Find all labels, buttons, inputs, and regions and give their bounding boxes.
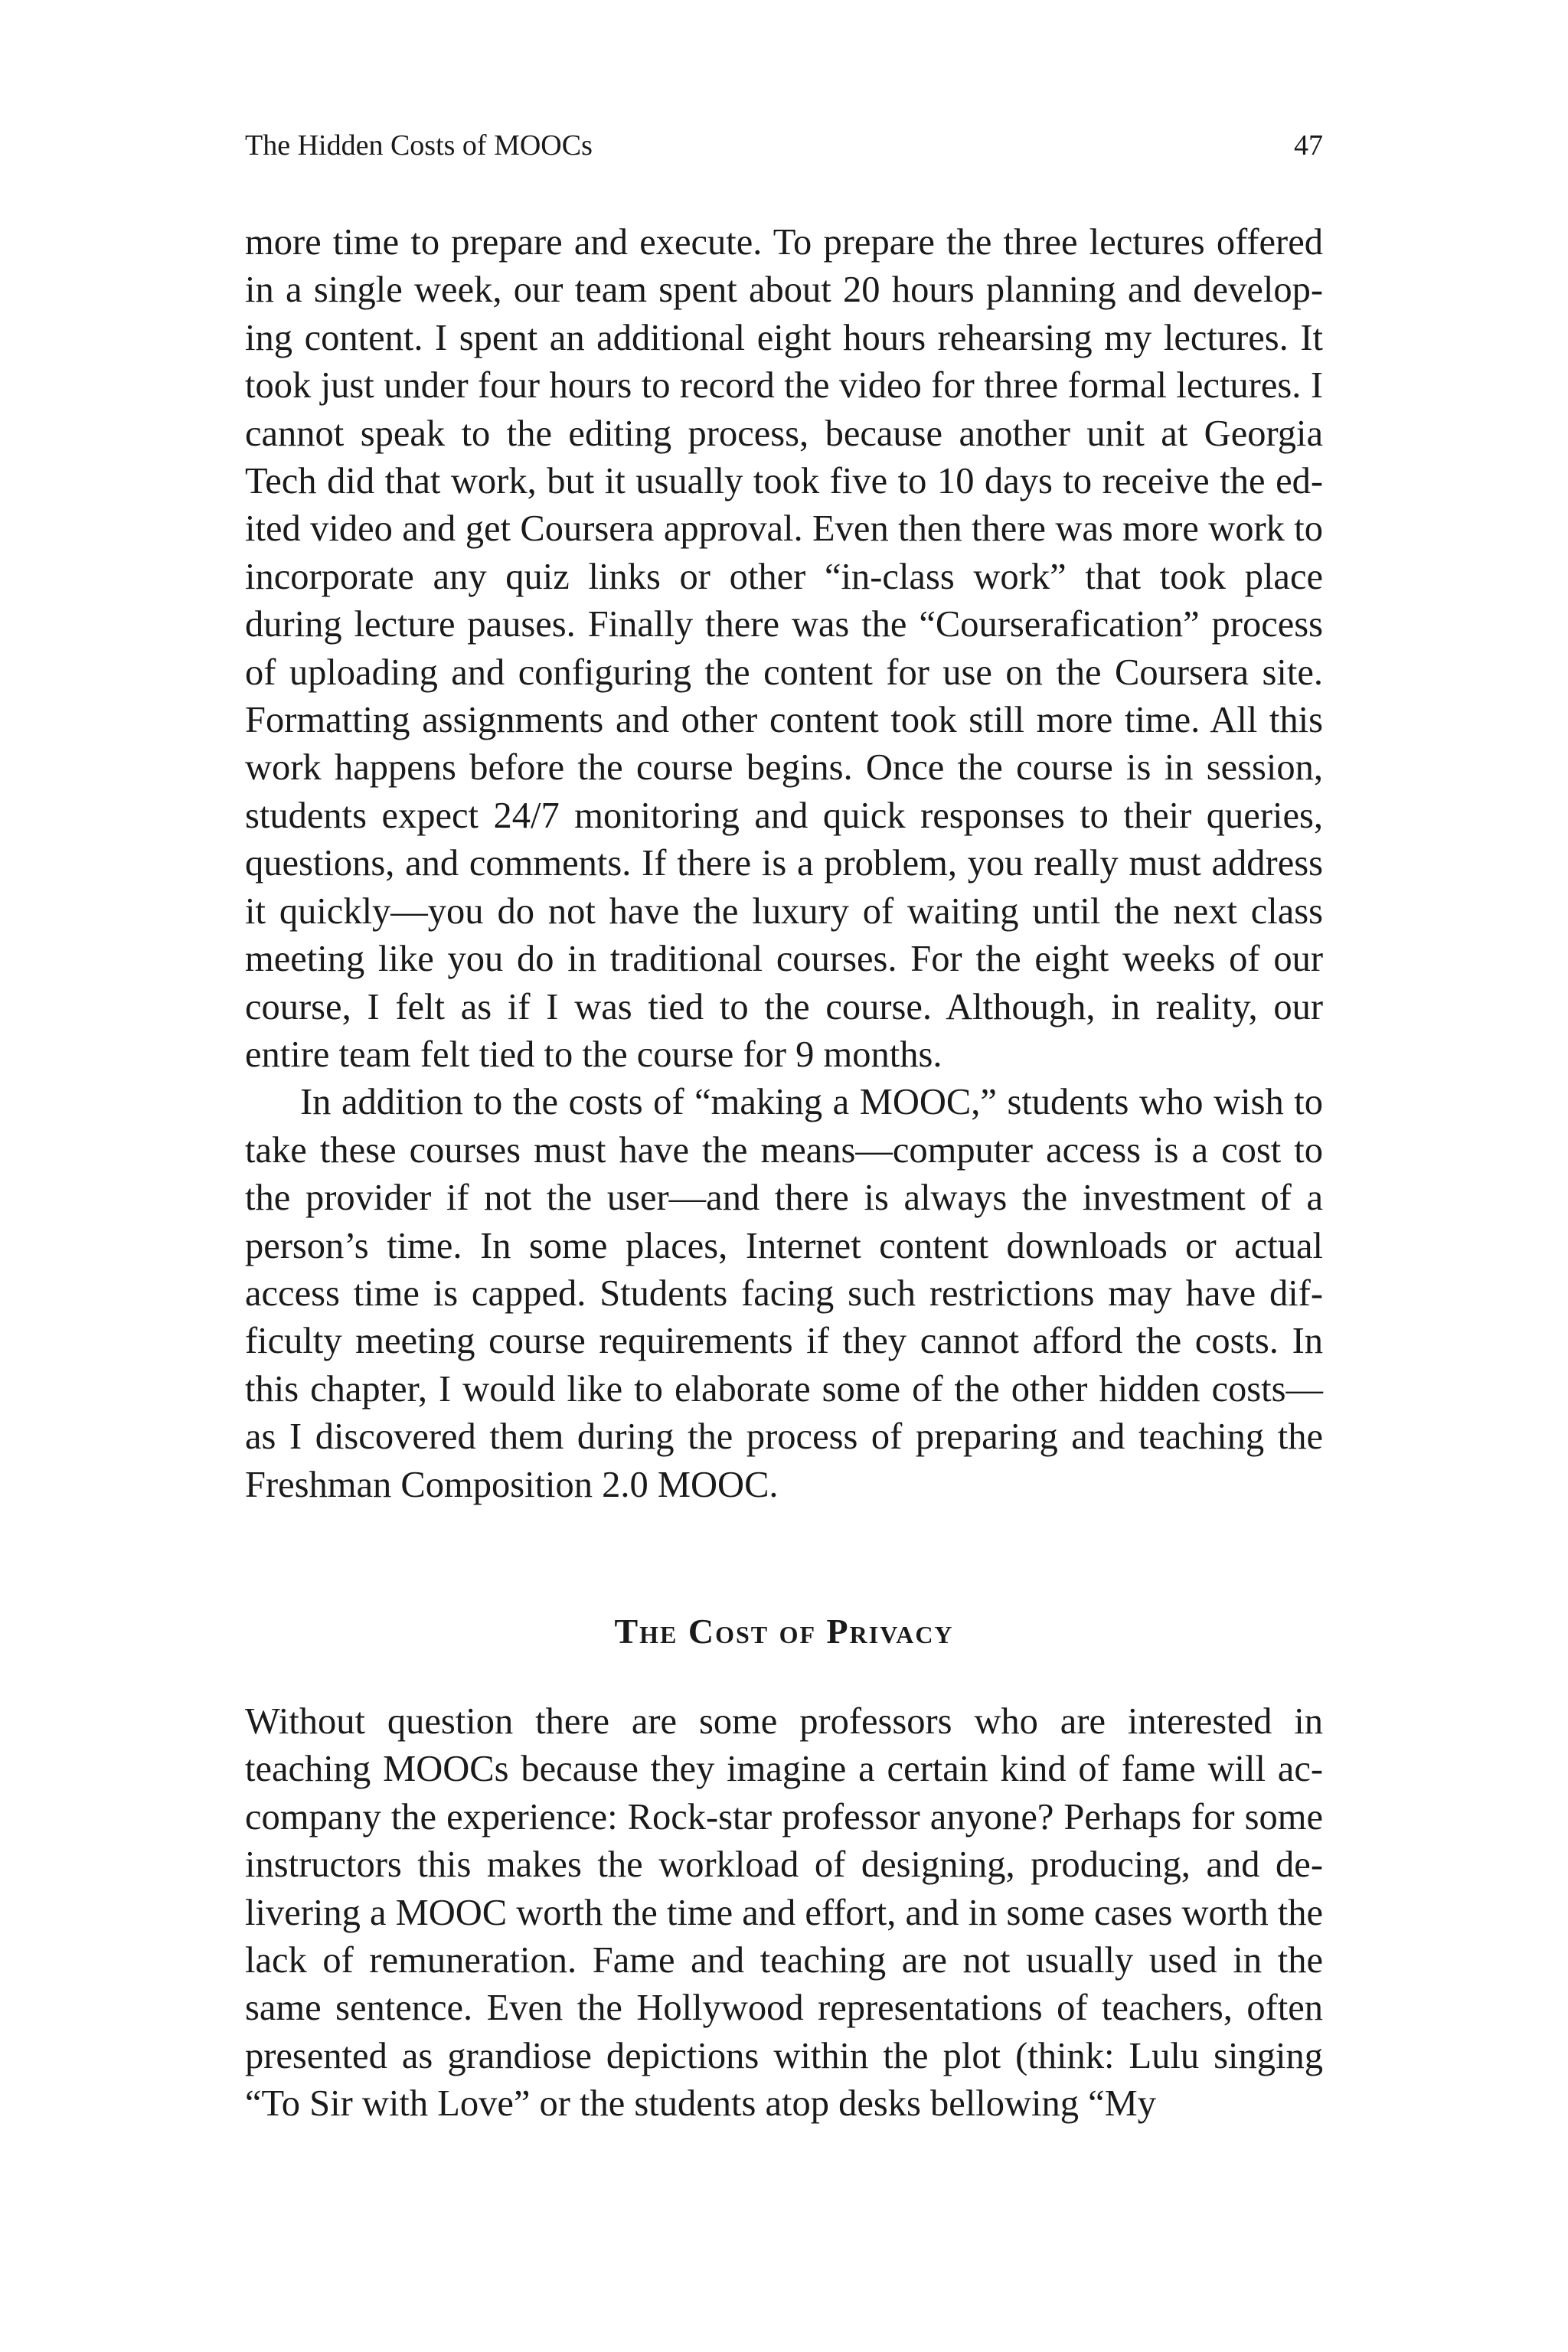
body-text-section [245, 1698, 1323, 2128]
body-text-top [245, 219, 1323, 1509]
paragraph-continuation: more time to prepare and execute. To prepare the three lectures offered in a single week, our team spent about 20 hours planning and developing content. I spent an additional eight hours rehearsing my lectures. It took just under four hours to record the video for three formal lectures. I cannot speak to the editing process, because another unit at Georgia Tech did that work, but it usually took five to 10 days to receive the edited video and get Coursera approval. Even then there was more work to incorporate any quiz links or other “in-class work” that took place during lecture pauses. Finally there was the “Courserafication” process of uploading and configuring the content for use on the Coursera site. Formatting assignments and other content took still more time. All this work happens before the course begins. Once the course is in session, students expect 24/7 monitoring and quick responses to their queries, questions, and comments. If there is a problem, you really must address it quickly—you do not have the luxury of waiting until the next class meeting like you do in traditional courses. For the eight weeks of our course, I felt as if I was tied to the course. Although, in reality, our entire team felt tied to the course for 9 months. [245, 222, 1323, 1075]
running-head [245, 122, 1323, 168]
page-number: 47 [1294, 129, 1323, 162]
paragraph-hidden-costs: In addition to the costs of “making a MOOC,” students who wish to take these courses must have the means—computer access is a cost to the provider if not the user—and there is always the investment of a person’s time. In some places, Internet content downloads or actual access time is capped. Students facing such restrictions may have difficulty meeting course requirements if they cannot afford the costs. In this chapter, I would like to elaborate some of the other hidden costs— as I discovered them during the process of preparing and teaching the Freshman Composition 2.0 MOOC. [245, 1082, 1323, 1505]
paragraph-privacy: Without question there are some professors who are interested in teaching MOOCs because they imagine a certain kind of fame will accompany the experience: Rock-star professor anyone? Perhaps for some instructors this makes the workload of designing, producing, and delivering a MOOC worth the time and effort, and in some cases worth the lack of remuneration. Fame and teaching are not usually used in the same sentence. Even the Hollywood representations of teachers, often presented as grandiose depictions within the plot (think: Lulu singing “To Sir with Love” or the students atop desks bellowing “My [245, 1701, 1323, 2125]
section-heading: The Cost of Privacy [614, 1612, 954, 1651]
running-title: The Hidden Costs of MOOCs [245, 129, 593, 162]
